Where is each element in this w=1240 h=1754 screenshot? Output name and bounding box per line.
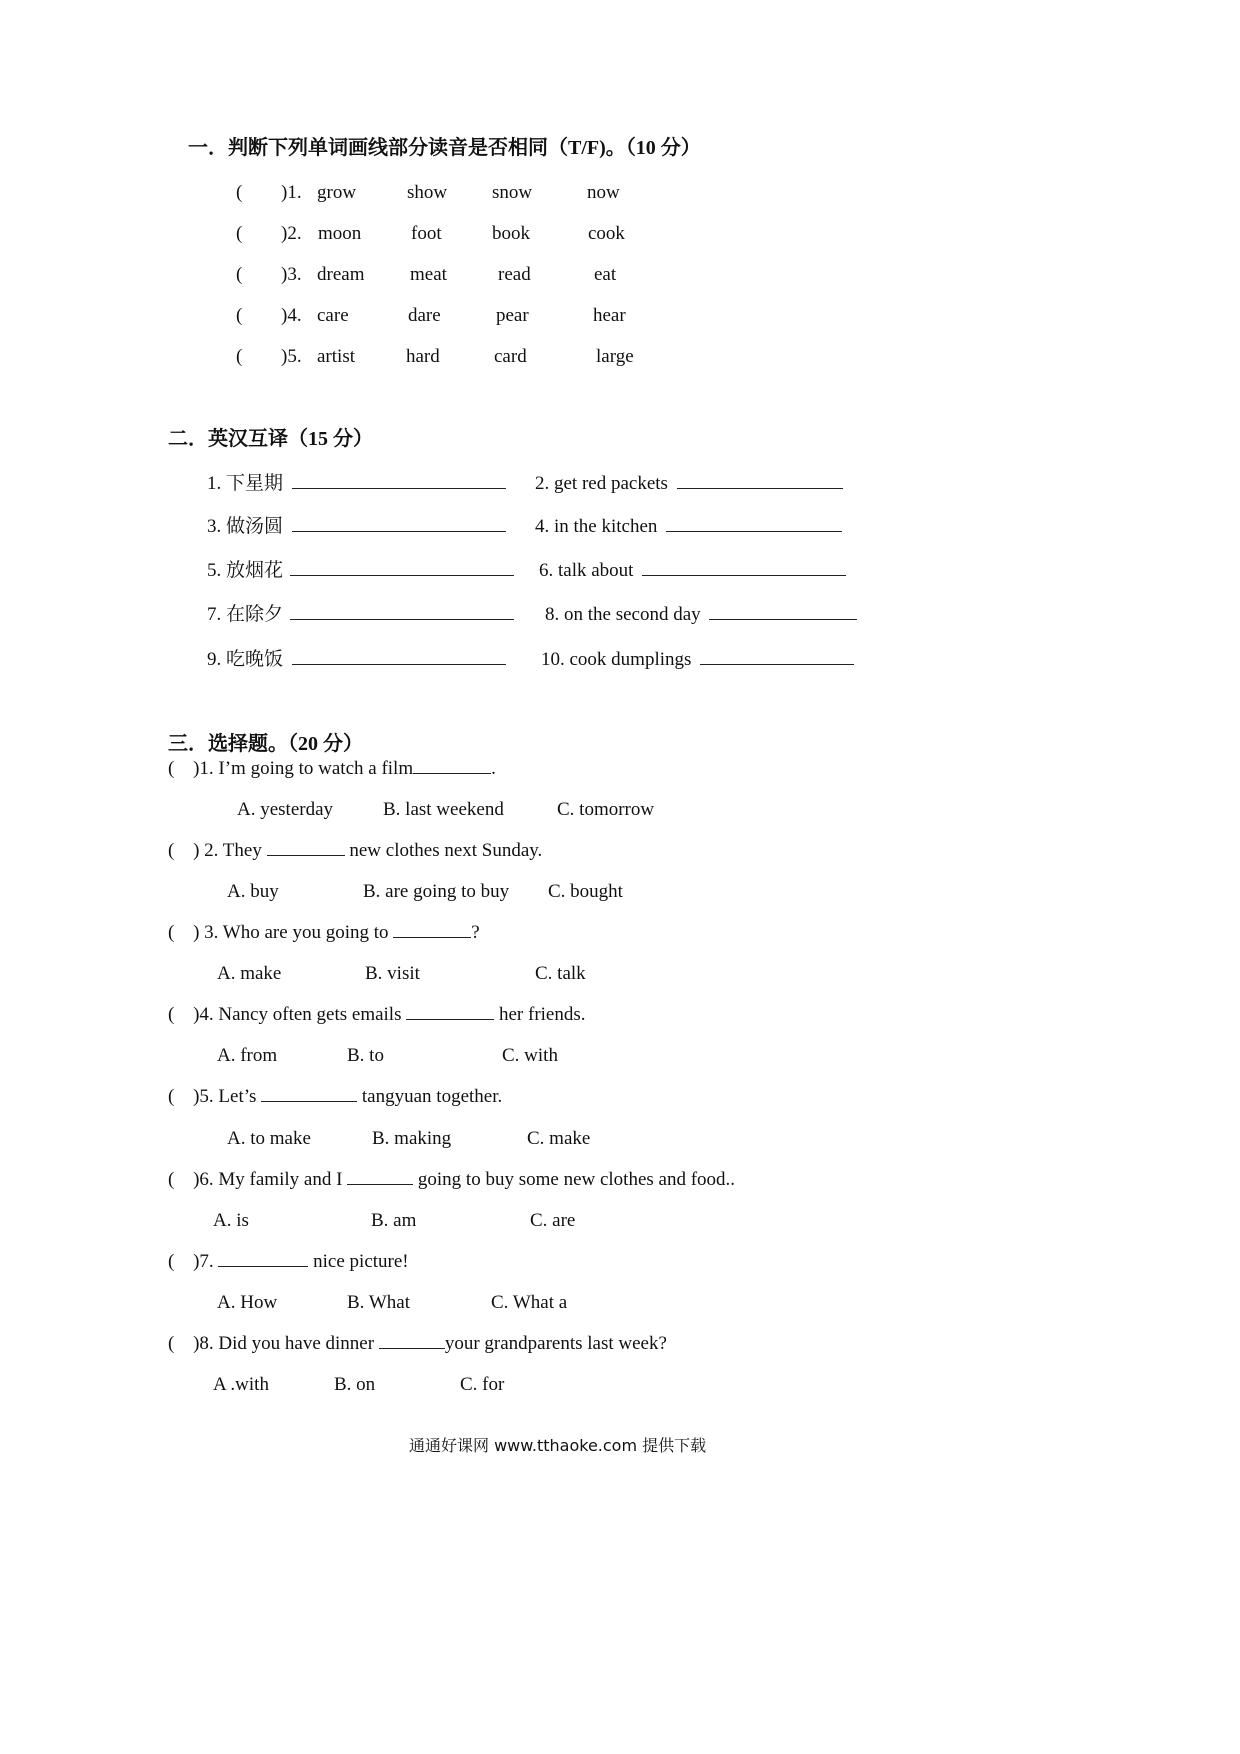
word: book (492, 223, 530, 244)
item-number: )1. (281, 182, 302, 203)
option: B. to (347, 1045, 384, 1066)
question-text: ) 3. Who are you going to (193, 922, 389, 943)
answer-paren[interactable]: ( (236, 346, 243, 367)
item-label: 7. 在除夕 (207, 604, 284, 625)
answer-blank[interactable] (393, 923, 471, 938)
question (168, 1170, 735, 1189)
answer-blank[interactable] (267, 841, 345, 856)
list-item (207, 605, 514, 624)
question-text: )6. My family and I (193, 1169, 343, 1190)
answer-blank[interactable] (379, 1334, 445, 1349)
option: B. am (371, 1210, 417, 1231)
option: A. yesterday (237, 799, 334, 820)
question-text: your grandparents last week? (444, 1333, 667, 1354)
item-number: )5. (281, 346, 302, 367)
word: pear (496, 305, 529, 326)
word: large (596, 346, 634, 367)
option: A .with (213, 1374, 269, 1395)
answer-paren[interactable]: ( (168, 922, 175, 943)
question-text: )8. Did you have dinner (193, 1333, 375, 1354)
list-item (207, 650, 506, 669)
item-label: 1. 下星期 (207, 473, 284, 494)
answer-blank[interactable] (642, 561, 846, 576)
word: dare (408, 305, 441, 326)
answer-paren[interactable]: ( (236, 305, 243, 326)
question-text: )4. Nancy often gets emails (193, 1004, 402, 1025)
option: C. talk (535, 963, 586, 984)
answer-paren[interactable]: ( (168, 758, 175, 779)
question (168, 923, 480, 942)
section3-title: 三．选择题。（20 分） (168, 733, 363, 755)
list-item (207, 474, 506, 493)
answer-blank[interactable] (413, 759, 491, 774)
question (168, 1252, 409, 1271)
answer-paren[interactable]: ( (236, 223, 243, 244)
item-label: 5. 放烟花 (207, 560, 284, 581)
answer-blank[interactable] (677, 474, 843, 489)
option: B. last weekend (383, 799, 504, 820)
option: C. What a (491, 1292, 568, 1313)
word: care (317, 305, 349, 326)
word: foot (411, 223, 442, 244)
answer-paren[interactable]: ( (168, 1086, 175, 1107)
list-item (539, 561, 846, 580)
item-number: )2. (281, 223, 302, 244)
option: A. to make (227, 1128, 311, 1149)
question-text: nice picture! (313, 1251, 409, 1272)
answer-paren[interactable]: ( (236, 182, 243, 203)
question-text: )1. I’m going to watch a film (193, 758, 414, 779)
item-label: 3. 做汤圆 (207, 516, 284, 537)
answer-blank[interactable] (406, 1005, 494, 1020)
question-text: . (491, 758, 496, 779)
question-text: )5. Let’s (193, 1086, 257, 1107)
word: cook (588, 223, 625, 244)
answer-paren[interactable]: ( (168, 1251, 175, 1272)
section2-title: 二．英汉互译（15 分） (168, 428, 373, 450)
option: C. are (530, 1210, 576, 1231)
option: A. buy (227, 881, 279, 902)
word: hard (406, 346, 440, 367)
item-number: )3. (281, 264, 302, 285)
option: A. from (217, 1045, 278, 1066)
word: show (407, 182, 448, 203)
answer-blank[interactable] (709, 605, 857, 620)
answer-blank[interactable] (292, 474, 506, 489)
answer-blank[interactable] (218, 1252, 308, 1267)
item-label: 2. get red packets (535, 473, 668, 494)
item-label: 6. talk about (539, 560, 634, 581)
word: meat (410, 264, 447, 285)
question-text: tangyuan together. (361, 1086, 503, 1107)
question-text: )7. (193, 1251, 214, 1272)
option: A. make (217, 963, 282, 984)
list-item (535, 474, 843, 493)
answer-blank[interactable] (290, 561, 514, 576)
question-text: going to buy some new clothes and food.. (417, 1169, 736, 1190)
question-text: new clothes next Sunday. (349, 840, 543, 861)
answer-blank[interactable] (700, 650, 854, 665)
answer-paren[interactable]: ( (168, 1004, 175, 1025)
question (168, 841, 542, 860)
question (168, 1334, 667, 1353)
answer-paren[interactable]: ( (236, 264, 243, 285)
option: C. with (502, 1045, 558, 1066)
answer-blank[interactable] (290, 605, 514, 620)
section1-title: 一．判断下列单词画线部分读音是否相同（T/F)。（10 分） (188, 137, 701, 159)
word: hear (593, 305, 626, 326)
answer-blank[interactable] (347, 1170, 413, 1185)
answer-paren[interactable]: ( (168, 1169, 175, 1190)
page-footer: 通通好课网 www.tthaoke.com 提供下载 (409, 1436, 707, 1455)
option: C. make (527, 1128, 591, 1149)
item-label: 8. on the second day (545, 604, 701, 625)
word: snow (492, 182, 533, 203)
answer-paren[interactable]: ( (168, 1333, 175, 1354)
word: eat (594, 264, 617, 285)
word: read (498, 264, 531, 285)
item-label: 10. cook dumplings (541, 649, 692, 670)
list-item (207, 517, 506, 536)
option: B. visit (365, 963, 420, 984)
option: C. bought (548, 881, 623, 902)
question-text: ? (471, 922, 480, 943)
answer-blank[interactable] (292, 650, 506, 665)
option: A. How (217, 1292, 278, 1313)
question (168, 759, 496, 778)
list-item (535, 517, 842, 536)
word: dream (317, 264, 365, 285)
word: card (494, 346, 527, 367)
option: B. are going to buy (363, 881, 510, 902)
question-text: her friends. (498, 1004, 586, 1025)
item-number: )4. (281, 305, 302, 326)
answer-paren[interactable]: ( (168, 840, 175, 861)
item-label: 4. in the kitchen (535, 516, 658, 537)
option: C. for (460, 1374, 505, 1395)
item-label: 9. 吃晚饭 (207, 649, 284, 670)
list-item (541, 650, 854, 669)
option: B. making (372, 1128, 452, 1149)
option: B. on (334, 1374, 376, 1395)
word: artist (317, 346, 355, 367)
option: B. What (347, 1292, 410, 1313)
answer-blank[interactable] (261, 1087, 357, 1102)
option: C. tomorrow (557, 799, 655, 820)
option: A. is (213, 1210, 249, 1231)
list-item (207, 561, 514, 580)
question (168, 1005, 586, 1024)
word: grow (317, 182, 357, 203)
question-text: ) 2. They (193, 840, 262, 861)
answer-blank[interactable] (292, 517, 506, 532)
question (168, 1087, 502, 1106)
word: moon (318, 223, 362, 244)
word: now (587, 182, 620, 203)
list-item (545, 605, 857, 624)
answer-blank[interactable] (666, 517, 842, 532)
